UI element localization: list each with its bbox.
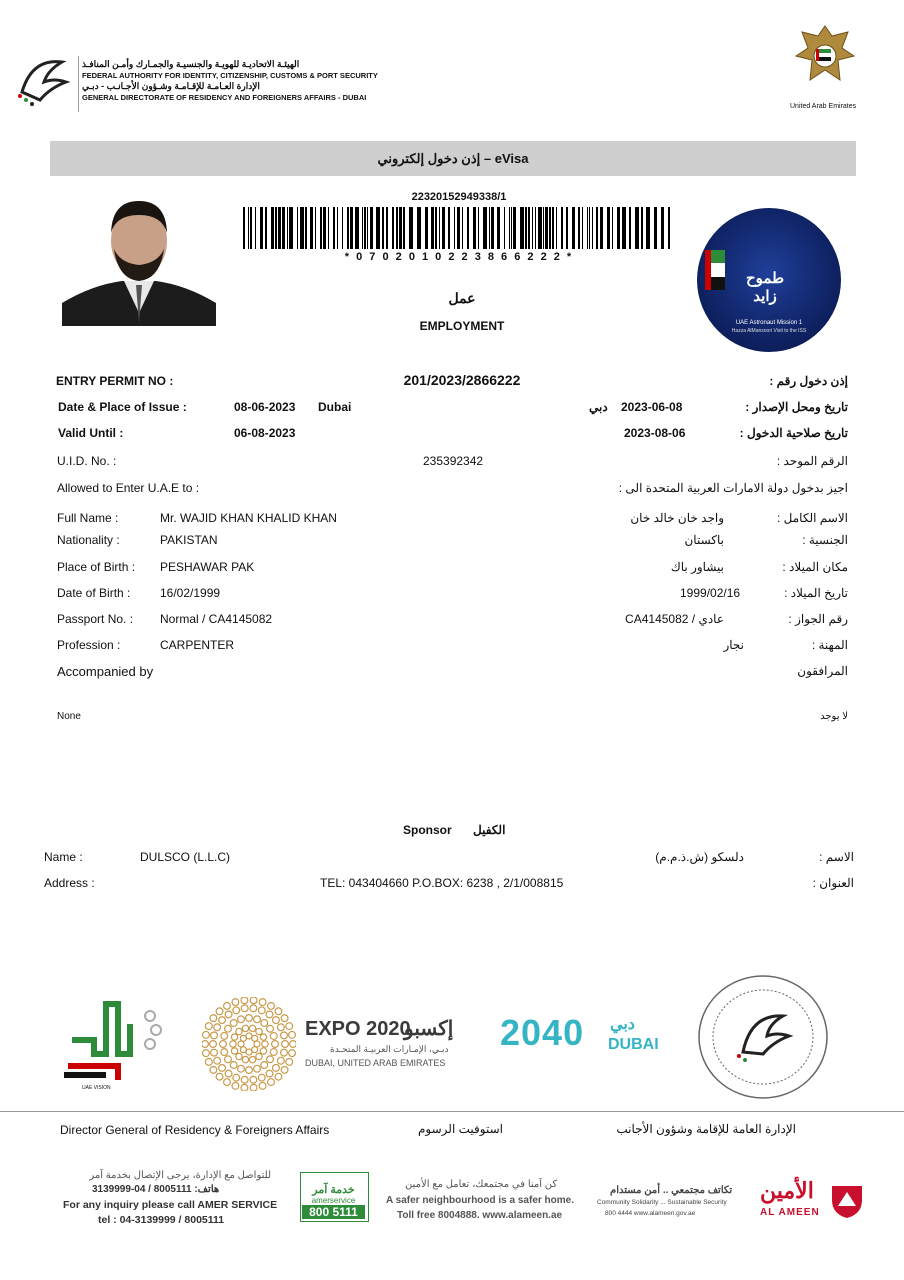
barcode-bar <box>582 207 583 249</box>
expo-emblem-dot <box>260 1034 266 1040</box>
alameen-ar: الأمين <box>760 1178 814 1203</box>
issue-label: Date & Place of Issue : <box>58 400 187 414</box>
entry-permit-no: 201/2023/2866222 <box>403 372 521 388</box>
expo-emblem-dot <box>250 1005 257 1012</box>
alameen-emblem-icon <box>830 1182 864 1220</box>
expo-emblem-dot <box>221 1049 228 1056</box>
expo-emblem-dot <box>224 1079 231 1086</box>
expo-emblem-dot <box>259 999 266 1006</box>
uid-no: 235392342 <box>423 454 484 468</box>
expo-sub-en: DUBAI, UNITED ARAB EMIRATES <box>305 1058 446 1068</box>
expo-emblem-dot <box>203 1050 210 1057</box>
barcode-bar <box>491 207 494 249</box>
sponsor-address: TEL: 043404660 P.O.BOX: 6238 , 2/1/008815 <box>320 876 564 890</box>
barcode-bar <box>511 207 512 249</box>
expo-emblem-dot <box>281 1032 288 1039</box>
expo-emblem-dot <box>289 1031 296 1038</box>
expo-emblem-dot <box>233 1074 240 1081</box>
barcode-bar <box>448 207 450 249</box>
expo-emblem-dot <box>238 1016 245 1023</box>
authority-logo <box>14 52 74 108</box>
uid-label-ar: الرقم الموحد : <box>776 454 848 468</box>
emblem-title: طموح زايد <box>745 270 785 305</box>
expo-emblem-dot <box>221 1033 228 1040</box>
barcode-bar <box>271 207 274 249</box>
expo-emblem-dot <box>250 997 257 1004</box>
expo-emblem-dot <box>203 1031 210 1038</box>
barcode-number: 22320152949338/1 <box>411 191 507 203</box>
sponsor-address-label-ar: العنوان : <box>812 876 854 890</box>
authority-en: FEDERAL AUTHORITY FOR IDENTITY, CITIZENSHIP, CUSTOMS & PORT SECURITY <box>82 71 378 80</box>
uae-vision-logo <box>58 994 170 1092</box>
visa-type-en: EMPLOYMENT <box>419 319 505 333</box>
barcode-bar <box>278 207 281 249</box>
expo-emblem-dot <box>250 1076 257 1083</box>
barcode-bar <box>592 207 593 249</box>
barcode-bar <box>417 207 421 249</box>
barcode-bar <box>323 207 326 249</box>
expo-emblem-dot <box>266 1070 273 1077</box>
barcode-bar <box>392 207 394 249</box>
barcode-bar <box>250 207 252 249</box>
nationality-ar: باكستان <box>684 533 724 547</box>
uae-vision-label: UAE VISION <box>82 1085 111 1091</box>
expo-emblem-dot <box>232 1082 239 1089</box>
accompanied-label: Accompanied by <box>57 664 154 679</box>
barcode-bar <box>282 207 285 249</box>
sponsor-name: DULSCO (L.L.C) <box>140 850 231 864</box>
expo-emblem-dot <box>241 1005 248 1012</box>
entry-permit-label-ar: إذن دخول رقم : <box>769 374 848 388</box>
dubai-2040-number: 2040 <box>500 1012 585 1053</box>
barcode-bar <box>367 207 368 249</box>
expo-emblem-dot <box>225 1025 232 1032</box>
passport-label-ar: رقم الجواز : <box>788 612 848 626</box>
expo-emblem-dot <box>249 1025 255 1031</box>
valid-date: 06-08-2023 <box>234 426 296 440</box>
valid-date-ar: 2023-08-06 <box>624 426 686 440</box>
nationality: PAKISTAN <box>160 533 218 547</box>
expo-emblem-dot <box>282 1041 289 1048</box>
pob-ar: بيشاور باك <box>670 560 724 574</box>
barcode-bar <box>478 207 479 249</box>
barcode-bar <box>513 207 516 249</box>
barcode-bar <box>520 207 524 249</box>
expo-emblem-dot <box>252 1035 258 1041</box>
expo-emblem-dot <box>202 1041 208 1048</box>
barcode-bar <box>287 207 288 249</box>
sponsor-name-label-ar: الاسم : <box>819 850 854 864</box>
barcode-bar <box>661 207 664 249</box>
issue-label-ar: تاريخ ومحل الإصدار : <box>745 400 848 414</box>
expo-emblem-dot <box>249 1056 255 1062</box>
expo-emblem-dot <box>289 1050 296 1057</box>
barcode-bar <box>538 207 542 249</box>
expo-emblem-dot <box>216 1008 223 1015</box>
uae-label: United Arab Emirates <box>790 103 857 110</box>
ameen-slogan-ar: كن آمنا في مجتمعك، تعامل مع الأمين <box>405 1179 558 1190</box>
accompanied-label-ar: المرافقون <box>797 664 848 678</box>
barcode-bar <box>431 207 434 249</box>
expo-emblem-dot <box>214 1024 221 1031</box>
director-general-en: Director General of Residency & Foreigners Affairs <box>60 1123 330 1137</box>
barcode-bar <box>255 207 256 249</box>
barcode-bar <box>552 207 554 249</box>
barcode-bar <box>248 207 249 249</box>
pob-label-ar: مكان الميلاد : <box>782 560 848 574</box>
expo-emblem-dot <box>281 1049 288 1056</box>
pob: PESHAWAR PAK <box>160 560 255 574</box>
sponsor-title-en: Sponsor <box>403 823 452 837</box>
barcode-bar <box>532 207 533 249</box>
barcode-bar <box>376 207 380 249</box>
ameen-slogan-en: A safer neighbourhood is a safer home. <box>386 1195 574 1206</box>
expo-emblem-icon <box>202 997 296 1091</box>
barcode-bar <box>622 207 626 249</box>
expo-emblem-dot <box>220 1041 227 1048</box>
barcode-bar <box>275 207 277 249</box>
barcode-bar <box>382 207 384 249</box>
barcode-bar <box>646 207 650 249</box>
emblem-subtitle-2: Hazza AlMansoori Visit to the ISS <box>731 328 807 334</box>
barcode-bar <box>289 207 293 249</box>
expo-emblem-dot <box>277 1057 284 1064</box>
barcode-bar <box>543 207 544 249</box>
fees-paid-ar: استوفيت الرسوم <box>418 1122 503 1136</box>
valid-label-ar: تاريخ صلاحية الدخول : <box>739 426 848 440</box>
dubai-en: DUBAI <box>608 1036 659 1053</box>
dob-ar: 1999/02/16 <box>680 586 741 600</box>
barcode-bar <box>333 207 335 249</box>
expo-emblem-dot <box>261 1062 268 1069</box>
barcode-bar <box>629 207 631 249</box>
expo-emblem-dot <box>219 1017 226 1024</box>
dob: 16/02/1999 <box>160 586 221 600</box>
barcode-bar <box>399 207 402 249</box>
barcode-bar <box>587 207 588 249</box>
sponsor-name-ar: دلسكو (ش.ذ.م.م) <box>655 850 744 864</box>
expo-emblem-dot <box>268 1002 275 1009</box>
barcode-bar <box>350 207 353 249</box>
expo-emblem-dot <box>230 1041 236 1047</box>
expo-emblem-dot <box>258 1007 265 1014</box>
pob-label: Place of Birth : <box>57 560 136 574</box>
barcode-bar <box>328 207 329 249</box>
expo-emblem-dot <box>230 1062 237 1069</box>
barcode-bar <box>600 207 603 249</box>
barcode-bar <box>243 207 245 249</box>
community-ar: تكاتف مجتمعي .. أمن مستدام <box>610 1185 733 1196</box>
expo-emblem-dot <box>225 1011 232 1018</box>
header-divider <box>78 56 79 112</box>
barcode-bar <box>297 207 298 249</box>
barcode-bar <box>596 207 598 249</box>
expo-emblem-dot <box>258 1074 265 1081</box>
expo-emblem-dot <box>266 1011 273 1018</box>
expo-emblem-dot <box>286 1058 293 1065</box>
authority-seal-icon <box>697 974 829 1100</box>
barcode-bar <box>572 207 575 249</box>
barcode-bar <box>425 207 428 249</box>
expo-emblem-dot <box>273 1064 280 1071</box>
barcode-bar <box>617 207 620 249</box>
barcode-bar <box>315 207 316 249</box>
barcode-bar <box>337 207 338 249</box>
barcode-bar <box>403 207 405 249</box>
nationality-label: Nationality : <box>57 533 120 547</box>
expo-emblem-dot <box>254 1065 261 1072</box>
expo-emblem-dot <box>270 1049 277 1056</box>
expo-emblem-dot <box>210 1041 217 1048</box>
allowed-label-ar: اجيز بدخول دولة الامارات العربية المتحدة الى : <box>618 481 848 495</box>
expo-emblem-dot <box>238 1065 245 1072</box>
amer-logo-en: amerservice <box>311 1196 356 1205</box>
expo-emblem-dot <box>241 1084 248 1091</box>
barcode-bar <box>473 207 476 249</box>
barcode-bar <box>305 207 307 249</box>
expo-emblem-dot <box>210 1066 217 1073</box>
expo-emblem-dot <box>286 1023 293 1030</box>
emblem-flag-icon <box>705 250 725 290</box>
expo-emblem-dot <box>261 1020 268 1027</box>
barcode-bar <box>362 207 363 249</box>
directorate-footer-ar: الإدارة العامة للإقامة وشؤون الأجانب <box>616 1122 796 1136</box>
barcode-bar <box>607 207 610 249</box>
barcode-bar <box>635 207 639 249</box>
barcode-bar <box>454 207 455 249</box>
expo-emblem-dot <box>230 1020 237 1027</box>
barcode-bar <box>483 207 487 249</box>
issue-date: 08-06-2023 <box>234 400 296 414</box>
barcode-bar <box>320 207 322 249</box>
amer-ar-1: للتواصل مع الإدارة، يرجى الإتصال بخدمة آمر <box>89 1170 271 1181</box>
barcode-digits: * 0 7 0 2 0 1 0 2 2 3 8 6 6 2 2 2 * <box>344 251 574 263</box>
expo-emblem-dot <box>275 1008 282 1015</box>
barcode-bar <box>265 207 267 249</box>
expo-emblem-dot <box>241 997 248 1004</box>
valid-label: Valid Until : <box>58 426 124 440</box>
sponsor-title-ar: الكفيل <box>473 823 506 837</box>
barcode-bar <box>489 207 490 249</box>
barcode-bar <box>442 207 445 249</box>
entry-permit-label: ENTRY PERMIT NO : <box>56 374 174 388</box>
allowed-label: Allowed to Enter U.A.E to : <box>57 481 200 495</box>
barcode-bar <box>457 207 460 249</box>
expo-emblem-dot <box>233 1007 240 1014</box>
expo-emblem-dot <box>211 1032 218 1039</box>
expo-emblem-dot <box>219 1064 226 1071</box>
barcode-bar <box>612 207 613 249</box>
full-name-ar: واجد خان خالد خان <box>630 511 724 525</box>
expo-en: EXPO 2020 <box>305 1018 411 1040</box>
evisa-title: إذن دخول إلكتروني – eVisa <box>377 151 529 166</box>
barcode-bar <box>300 207 304 249</box>
expo-emblem-dot <box>254 1016 261 1023</box>
visa-type-ar: عمل <box>448 290 476 306</box>
expo-emblem-dot <box>236 1028 242 1034</box>
expo-emblem-dot <box>246 1067 253 1074</box>
authority-ar: الهيئـة الاتحاديـة للهويـة والجنسيـة والجمـارك وأمـن المنافـذ <box>82 59 300 69</box>
expo-emblem-dot <box>281 1015 288 1022</box>
expo-emblem-dot <box>260 1048 266 1054</box>
alameen-en: AL AMEEN <box>760 1207 820 1218</box>
barcode-bar <box>310 207 313 249</box>
expo-emblem-dot <box>214 1057 221 1064</box>
community-en: Community Solidarity ... Sustainable Security <box>597 1199 727 1206</box>
expo-emblem-dot <box>205 1023 212 1030</box>
profession-ar: نجار <box>723 638 744 652</box>
barcode-bar <box>435 207 437 249</box>
expo-emblem-dot <box>225 1070 232 1077</box>
issue-place-ar: دبي <box>589 400 608 414</box>
expo-emblem-dot <box>236 1053 242 1059</box>
expo-emblem-dot <box>259 1082 266 1089</box>
directorate-ar: الإدارة العـامـة للإقـامـة وشـؤون الأجـانـب - دبـي <box>82 81 260 91</box>
profession-label-ar: المهنة : <box>811 638 848 652</box>
expo-emblem-dot <box>270 1033 277 1040</box>
emblem-subtitle: UAE Astronaut Mission 1 <box>735 320 803 326</box>
barcode-bar <box>355 207 359 249</box>
passport-label: Passport No. : <box>57 612 134 626</box>
barcode-bar <box>535 207 536 249</box>
profession: CARPENTER <box>160 638 235 652</box>
barcode-bar <box>497 207 500 249</box>
amer-en-2: tel : 04-3139999 / 8005111 <box>98 1214 225 1226</box>
expo-emblem-dot <box>290 1041 296 1048</box>
accompanied-value: None <box>57 711 81 722</box>
barcode <box>243 207 675 249</box>
barcode-bar <box>364 207 366 249</box>
amer-logo-ar: خدمة آمر <box>312 1184 355 1196</box>
barcode-bar <box>545 207 548 249</box>
barcode-bar <box>260 207 263 249</box>
dob-label-ar: تاريخ الميلاد : <box>784 586 848 600</box>
barcode-bar <box>504 207 505 249</box>
amer-en-1: For any inquiry please call AMER SERVICE <box>63 1199 278 1211</box>
barcode-bar <box>549 207 551 249</box>
sponsor-address-label: Address : <box>44 876 95 890</box>
expo-emblem-dot <box>225 1056 232 1063</box>
barcode-bar <box>467 207 469 249</box>
amer-ar-2: هاتف: 8005111 / 04-3139999 <box>92 1184 220 1195</box>
expo-emblem-dot <box>275 1073 282 1080</box>
expo-emblem-dot <box>246 1015 253 1022</box>
barcode-bar <box>347 207 349 249</box>
barcode-bar <box>525 207 527 249</box>
barcode-bar <box>370 207 373 249</box>
expo-emblem-dot <box>268 1079 275 1086</box>
expo-emblem-dot <box>256 1053 262 1059</box>
dob-label: Date of Birth : <box>57 586 131 600</box>
barcode-bar <box>409 207 413 249</box>
expo-emblem-dot <box>267 1056 274 1063</box>
barcode-bar <box>386 207 388 249</box>
amer-logo-number: 800 5111 <box>302 1205 365 1219</box>
authority-text-block <box>82 59 378 103</box>
expo-emblem-dot <box>256 1028 262 1034</box>
barcode-bar <box>561 207 563 249</box>
barcode-bar <box>668 207 670 249</box>
community-contact: 800 4444 www.alameen.gov.ae <box>605 1210 696 1217</box>
barcode-bar <box>641 207 643 249</box>
barcode-bar <box>654 207 657 249</box>
full-name: Mr. WAJID KHAN KHALID KHAN <box>160 511 337 525</box>
barcode-bar <box>396 207 398 249</box>
expo-emblem-dot <box>231 1034 237 1040</box>
uae-eagle-emblem <box>792 22 858 92</box>
barcode-bar <box>566 207 568 249</box>
expo-emblem-dot <box>241 1076 248 1083</box>
footer-divider <box>0 1111 904 1112</box>
expo-emblem-dot <box>231 1048 237 1054</box>
directorate-en: GENERAL DIRECTORATE OF RESIDENCY AND FOREIGNERS AFFAIRS - DUBAI <box>82 93 367 102</box>
dubai-ar: دبي <box>610 1016 635 1033</box>
accompanied-value-ar: لا يوجد <box>820 711 848 722</box>
expo-emblem-dot <box>272 1041 279 1048</box>
expo-emblem-dot <box>273 1017 280 1024</box>
uid-label: U.I.D. No. : <box>57 454 117 468</box>
barcode-bar <box>342 207 343 249</box>
nationality-label-ar: الجنسية : <box>802 533 848 547</box>
barcode-bar <box>556 207 557 249</box>
passport-ar: عادي / CA4145082 <box>625 612 724 626</box>
profession-label: Profession : <box>57 638 121 652</box>
barcode-bar <box>509 207 510 249</box>
expo-emblem-dot <box>205 1058 212 1065</box>
barcode-bar <box>578 207 580 249</box>
expo-emblem-dot <box>281 1066 288 1073</box>
barcode-bar <box>589 207 590 249</box>
issue-date-ar: 2023-06-08 <box>621 400 683 414</box>
sponsor-name-label: Name : <box>44 850 83 864</box>
barcode-bar <box>528 207 530 249</box>
barcode-bar <box>462 207 463 249</box>
expo-emblem-dot <box>232 999 239 1006</box>
full-name-label: Full Name : <box>57 511 119 525</box>
expo-emblem-dot <box>224 1002 231 1009</box>
expo-ar: إكسبو <box>404 1018 454 1040</box>
passport: Normal / CA4145082 <box>160 612 273 626</box>
ameen-contact: Toll free 8004888. www.alameen.ae <box>397 1210 563 1221</box>
issue-place: Dubai <box>318 400 352 414</box>
barcode-bar <box>439 207 440 249</box>
expo-emblem-dot <box>277 1024 284 1031</box>
expo-sub-ar: دبـي، الإمـارات العربيـة المتحـدة <box>330 1044 449 1054</box>
full-name-label-ar: الاسم الكامل : <box>776 511 848 525</box>
expo-emblem-dot <box>216 1073 223 1080</box>
holder-photo <box>62 193 216 326</box>
expo-emblem-dot <box>250 1084 257 1091</box>
expo-emblem-dot <box>267 1025 274 1032</box>
expo-emblem-dot <box>242 1025 248 1031</box>
expo-emblem-dot <box>242 1056 248 1062</box>
expo-emblem-dot <box>210 1015 217 1022</box>
expo-emblem-dot <box>211 1049 218 1056</box>
expo-emblem-dot <box>262 1041 268 1047</box>
